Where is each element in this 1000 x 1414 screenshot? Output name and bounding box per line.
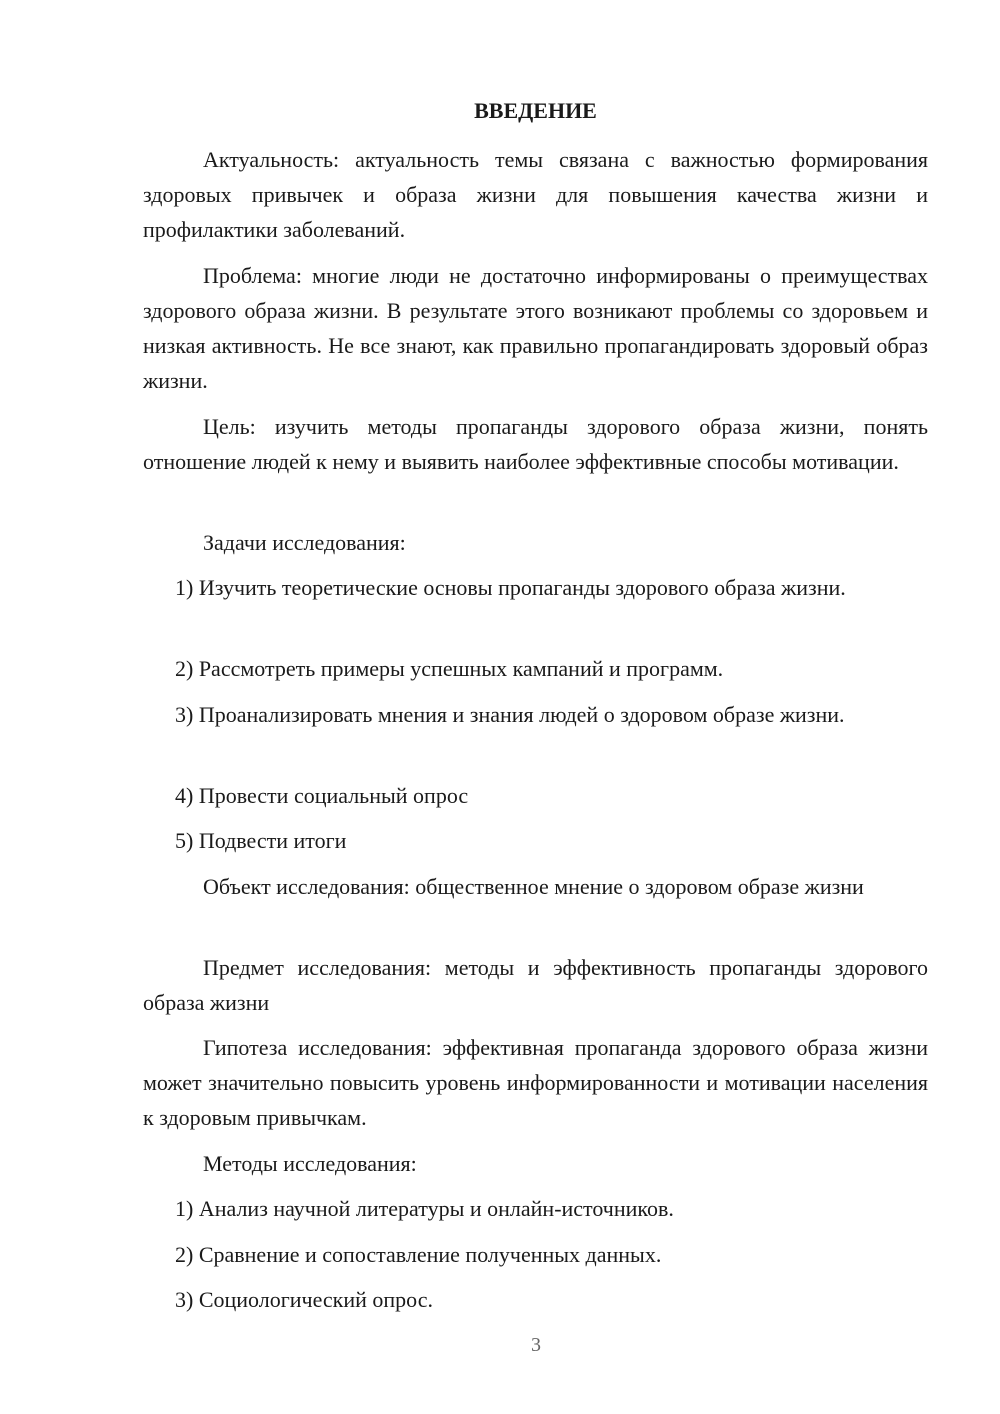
paragraph-subject: Предмет исследования: методы и эффективность пропаганды здорового образа жизни: [143, 955, 928, 1015]
page-number: 3: [531, 1334, 541, 1356]
paragraph-tasks-title: Задачи исследования:: [203, 530, 406, 555]
paragraph-relevance: Актуальность: актуальность темы связана с важностью формирования здоровых привычек и образа жизни для повышения качества жизни и профилактики заболеваний.: [143, 147, 928, 242]
paragraph-hypothesis: Гипотеза исследования: эффективная пропаганда здорового образа жизни может значительно повысить уровень информированности и мотивации населения к здоровым привычкам.: [143, 1035, 928, 1130]
list-item-task-2: 2) Рассмотреть примеры успешных кампаний и программ.: [175, 656, 724, 681]
paragraph-problem: Проблема: многие люди не достаточно информированы о преимуществах здорового образа жизни. В результате этого возникают проблемы со здоровьем и низкая активность. Не все знают, как правильно пропагандировать здоровый образ жизни.: [143, 263, 928, 393]
section-heading: ВВЕДЕНИЕ: [474, 98, 597, 123]
list-item-task-1: 1) Изучить теоретические основы пропаганды здорового образа жизни.: [175, 575, 846, 600]
list-item-task-5: 5) Подвести итоги: [175, 828, 347, 853]
list-item-method-1: 1) Анализ научной литературы и онлайн-источников.: [175, 1196, 674, 1221]
list-item-method-3: 3) Социологический опрос.: [175, 1287, 433, 1312]
paragraph-methods-title: Методы исследования:: [203, 1151, 417, 1176]
list-item-task-3: 3) Проанализировать мнения и знания людей о здоровом образе жизни.: [175, 702, 845, 727]
list-item-method-2: 2) Сравнение и сопоставление полученных данных.: [175, 1242, 662, 1267]
paragraph-goal: Цель: изучить методы пропаганды здорового образа жизни, понять отношение людей к нему и выявить наиболее эффективные способы мотивации.: [143, 414, 928, 474]
paragraph-object: Объект исследования: общественное мнение о здоровом образе жизни: [203, 874, 864, 899]
list-item-task-4: 4) Провести социальный опрос: [175, 783, 469, 808]
